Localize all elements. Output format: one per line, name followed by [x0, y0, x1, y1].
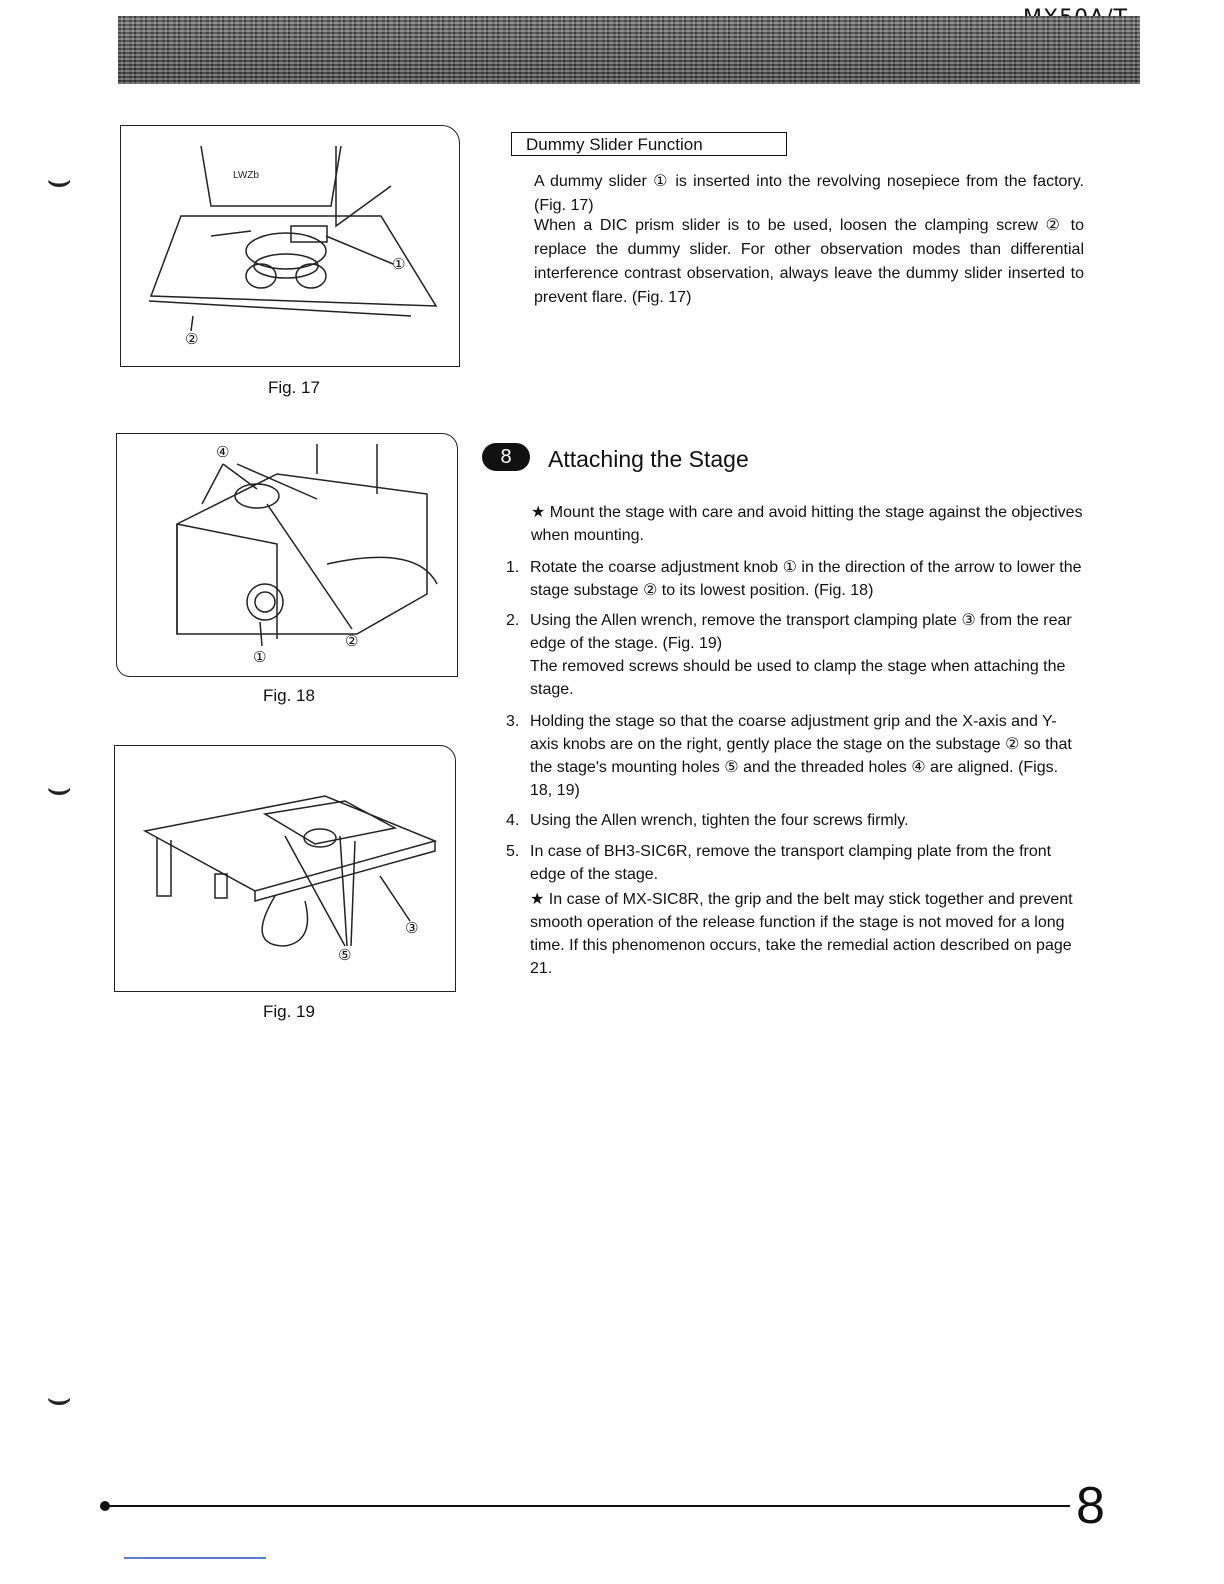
step-text: In case of BH3-SIC6R, remove the transport clamping plate from the front edge of the stage. [530, 843, 1052, 883]
section-note: ★ Mount the stage with care and avoid hitting the stage against the objectives when mounting. [531, 504, 1083, 544]
dummy-slider-para-1: A dummy slider ① is inserted into the revolving nosepiece from the factory. (Fig. 17) [534, 173, 1084, 214]
step-number: 4. [506, 812, 520, 829]
step-number: 1. [506, 559, 520, 576]
binder-mark-middle: ⌣ [46, 766, 73, 810]
footer-rule [104, 1505, 1070, 1507]
step-extra: The removed screws should be used to clamp the stage when attaching the stage. [530, 658, 1066, 698]
fig18-caption: Fig. 18 [263, 686, 315, 705]
header-banner [118, 16, 1140, 84]
fig18-illustration [116, 433, 458, 677]
fig18-callout-4: ④ [216, 444, 230, 461]
binder-mark-top: ⌣ [46, 158, 73, 202]
fig17-illustration [120, 125, 460, 367]
page-number: 8 [1076, 1477, 1105, 1535]
binder-mark-bottom: ⌣ [46, 1376, 73, 1420]
step-text: Rotate the coarse adjustment knob ① in the direction of the arrow to lower the stage substage ② to its lowest position. (Fig. 18) [530, 559, 1082, 599]
step-3 [506, 710, 1082, 802]
bottom-link-line [124, 1557, 266, 1559]
section-number-badge: 8 [482, 443, 530, 471]
step-number: 5. [506, 843, 520, 860]
step-extra: ★ In case of MX-SIC8R, the grip and the belt may stick together and prevent smooth operation of the release function if the stage is not moved for a long time. If this phenomenon occurs, take the remedial action described on page 21. [530, 891, 1073, 977]
fig19-callout-5: ⑤ [338, 947, 352, 964]
step-number: 3. [506, 713, 520, 730]
fig17-callout-1: ① [392, 256, 406, 273]
fig19-callout-3: ③ [405, 920, 419, 937]
step-2 [506, 609, 1082, 701]
dummy-slider-title: Dummy Slider Function [511, 132, 787, 156]
step-text: Using the Allen wrench, tighten the four screws firmly. [530, 812, 909, 829]
fig19-illustration [114, 745, 456, 992]
fig18-callout-1: ① [253, 649, 267, 666]
step-number: 2. [506, 612, 520, 629]
fig17-caption: Fig. 17 [268, 378, 320, 397]
dummy-slider-para-2: When a DIC prism slider is to be used, loosen the clamping screw ② to replace the dummy slider. For other observation modes than differential interference contrast observation, always leave the dummy slider inserted to prevent flare. (Fig. 17) [534, 217, 1084, 306]
step-text: Using the Allen wrench, remove the transport clamping plate ③ from the rear edge of the stage. (Fig. 19) [530, 612, 1072, 652]
fig19-caption: Fig. 19 [263, 1002, 315, 1021]
step-4 [506, 809, 1082, 832]
step-text: Holding the stage so that the coarse adjustment grip and the X-axis and Y-axis knobs are on the right, gently place the stage on the substage ② so that the stage's mounting holes ⑤ and the threaded holes ④ are aligned. (Figs. 18, 19) [530, 713, 1072, 799]
svg-text:LWZb: LWZb [233, 170, 259, 181]
fig18-callout-2: ② [345, 633, 359, 650]
section-heading: Attaching the Stage [548, 446, 749, 472]
step-5 [506, 840, 1082, 980]
step-1 [506, 556, 1082, 602]
fig17-callout-2: ② [185, 331, 199, 348]
